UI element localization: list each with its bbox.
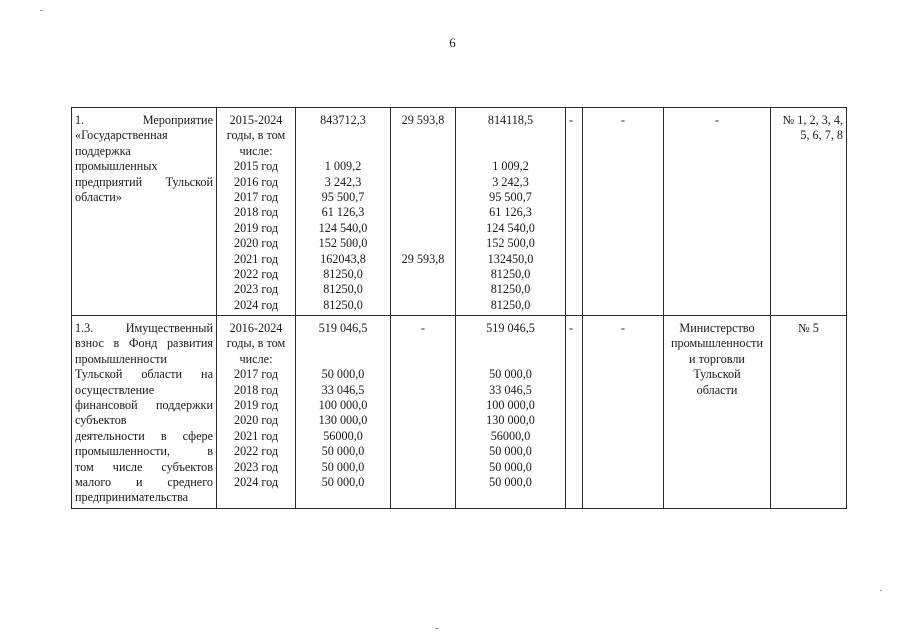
indicator-line: № 5 [798, 321, 819, 336]
indicator-line: № 1, 2, 3, 4, [782, 113, 843, 127]
measure-name-cell [72, 108, 217, 316]
total-amount: 33 046,5 [321, 382, 365, 397]
measure-name-line: 1.3. Имущественный [75, 321, 213, 336]
period-line: 2015-2024 [229, 113, 283, 127]
total-amount: 95 500,7 [321, 189, 365, 204]
federal-amount-cell [391, 108, 456, 316]
total-amount: 100 000,0 [318, 398, 368, 413]
measure-name-line: поддержка [75, 143, 131, 158]
regional-amount-cell [456, 316, 566, 509]
regional-amount: 81250,0 [490, 297, 531, 312]
local-budget-cell [566, 316, 583, 509]
federal-amount [394, 352, 452, 367]
total-amount: 50 000,0 [321, 444, 365, 459]
measure-name-line: том числе субъектов [75, 459, 213, 474]
extrabudget-cell [583, 316, 664, 509]
federal-amount [394, 205, 452, 220]
federal-amount [394, 460, 452, 475]
federal-amount [394, 221, 452, 236]
regional-amount: 50 000,0 [489, 444, 532, 459]
total-amount [299, 352, 387, 367]
regional-amount: 132450,0 [487, 251, 534, 266]
regional-amount: 1 009,2 [492, 159, 529, 174]
federal-amount [394, 236, 452, 251]
federal-amount [394, 413, 452, 428]
regional-amount: 3 242,3 [492, 174, 529, 189]
federal-amount: 29 593,8 [401, 113, 445, 127]
regional-amount: 814118,5 [487, 113, 534, 127]
measure-name-line: предприятий Тульской [75, 174, 213, 189]
year-label: 2022 год [233, 444, 279, 459]
year-label: 2023 год [233, 282, 279, 297]
federal-amount [394, 128, 452, 143]
measure-name-line: малого и среднего [75, 474, 213, 489]
page-number: 6 [449, 35, 456, 50]
federal-amount [394, 144, 452, 159]
total-amount: 81250,0 [323, 282, 363, 297]
federal-amount [394, 159, 452, 174]
regional-amount: 130 000,0 [486, 413, 535, 428]
period-cell [217, 316, 296, 509]
federal-amount-cell [391, 316, 456, 509]
extrabudget-value: - [620, 321, 626, 336]
total-amount: 130 000,0 [318, 413, 368, 428]
total-amount: 61 126,3 [321, 205, 365, 220]
period-line: годы, в том [226, 128, 286, 143]
regional-amount: 50 000,0 [489, 367, 532, 382]
total-amount: 843712,3 [320, 113, 366, 127]
total-amount-cell [296, 108, 391, 316]
responsible-line: - [714, 113, 720, 127]
responsible-line: Министерство [679, 321, 755, 336]
total-amount: 124 540,0 [318, 220, 368, 235]
regional-amount: 519 046,5 [486, 321, 535, 336]
measure-name-line: области» [75, 189, 122, 204]
period-line: годы, в том [226, 336, 286, 351]
measure-name-line: взнос в Фонд развития [75, 336, 213, 351]
total-amount [299, 336, 387, 351]
measure-name-line: промышленности, в [75, 444, 213, 459]
total-amount [299, 128, 387, 143]
local-budget-value: - [569, 113, 574, 127]
federal-amount [394, 175, 452, 190]
regional-amount: 124 540,0 [486, 220, 535, 235]
measure-name-line: «Государственная [75, 128, 168, 143]
responsible-line: промышленности [671, 336, 763, 351]
regional-amount: 95 500,7 [489, 189, 532, 204]
measure-name-line: субъектов [75, 413, 127, 428]
federal-amount [394, 367, 452, 382]
total-amount: 162043,8 [320, 251, 366, 266]
year-label: 2024 год [233, 474, 279, 489]
responsible-cell [664, 316, 771, 509]
federal-amount [394, 444, 452, 459]
measure-name-line: финансовой поддержки [75, 398, 213, 413]
indicators-cell [771, 316, 847, 509]
federal-amount [394, 190, 452, 205]
regional-amount: 100 000,0 [486, 398, 535, 413]
year-label: 2017 год [233, 189, 279, 204]
total-amount: 3 242,3 [324, 174, 362, 189]
federal-amount [394, 267, 452, 282]
measure-name-line: 1. Мероприятие [75, 113, 213, 127]
scan-speck [880, 590, 882, 591]
regional-amount [459, 128, 562, 143]
total-amount-cell [296, 316, 391, 509]
total-amount: 152 500,0 [318, 236, 368, 251]
period-line: 2016-2024 [229, 321, 283, 336]
total-amount: 81250,0 [323, 297, 363, 312]
local-budget-value: - [569, 321, 574, 336]
year-label: 2019 год [233, 398, 279, 413]
federal-amount [394, 398, 452, 413]
regional-amount: 56000,0 [490, 428, 531, 443]
total-amount: 1 009,2 [324, 159, 362, 174]
total-amount: 81250,0 [323, 266, 363, 281]
responsible-line: и торговли [689, 351, 745, 366]
year-label: 2020 год [233, 413, 279, 428]
year-label: 2023 год [233, 459, 279, 474]
table-row [72, 108, 847, 316]
total-amount: 50 000,0 [321, 459, 365, 474]
regional-amount: 61 126,3 [489, 205, 532, 220]
measure-name-line: Тульской области на [75, 367, 213, 382]
total-amount: 50 000,0 [321, 367, 365, 382]
period-line: числе: [239, 351, 273, 366]
year-label: 2022 год [233, 266, 279, 281]
period-line: числе: [239, 143, 273, 158]
regional-amount [459, 144, 562, 159]
regional-amount: 152 500,0 [486, 236, 535, 251]
year-label: 2019 год [233, 220, 279, 235]
local-budget-cell [566, 108, 583, 316]
regional-amount: 50 000,0 [489, 474, 532, 489]
year-label: 2024 год [233, 297, 279, 312]
indicator-line: 5, 6, 7, 8 [800, 128, 843, 143]
regional-amount [459, 352, 562, 367]
total-amount: 519 046,5 [318, 321, 368, 336]
period-cell [217, 108, 296, 316]
total-amount: 56000,0 [323, 428, 363, 443]
regional-amount [459, 336, 562, 351]
year-label: 2018 год [233, 382, 279, 397]
measure-name-cell [72, 316, 217, 509]
regional-amount: 81250,0 [490, 266, 531, 281]
extrabudget-value: - [620, 113, 626, 127]
regional-amount-cell [456, 108, 566, 316]
year-label: 2020 год [233, 236, 279, 251]
scan-speck [435, 628, 439, 629]
responsible-line: Тульской [693, 367, 741, 382]
measure-name-line: осуществление [75, 382, 155, 397]
measure-name-line: промышленности [75, 351, 167, 366]
extrabudget-cell [583, 108, 664, 316]
year-label: 2017 год [233, 367, 279, 382]
measure-name-line: предпринимательства [75, 490, 189, 505]
scan-speck [40, 10, 43, 11]
indicators-cell [771, 108, 847, 316]
regional-amount: 33 046,5 [489, 382, 532, 397]
measure-name-line: промышленных [75, 159, 158, 174]
federal-amount [394, 336, 452, 351]
regional-amount: 50 000,0 [489, 459, 532, 474]
year-label: 2021 год [233, 428, 279, 443]
total-amount: 50 000,0 [321, 474, 365, 489]
table-row [72, 316, 847, 509]
federal-amount [394, 383, 452, 398]
program-table [71, 107, 847, 509]
responsible-cell [664, 108, 771, 316]
federal-amount: 29 593,8 [401, 251, 445, 266]
measure-name-line: деятельности в сфере [75, 428, 213, 443]
year-label: 2016 год [233, 174, 279, 189]
year-label: 2018 год [233, 205, 279, 220]
federal-amount [394, 429, 452, 444]
year-label: 2021 год [233, 251, 279, 266]
federal-amount [394, 475, 452, 490]
federal-amount [394, 282, 452, 297]
year-label: 2015 год [233, 159, 279, 174]
regional-amount: 81250,0 [490, 282, 531, 297]
total-amount [299, 144, 387, 159]
federal-amount: - [420, 321, 426, 336]
federal-amount [394, 298, 452, 313]
responsible-line: области [696, 382, 738, 397]
